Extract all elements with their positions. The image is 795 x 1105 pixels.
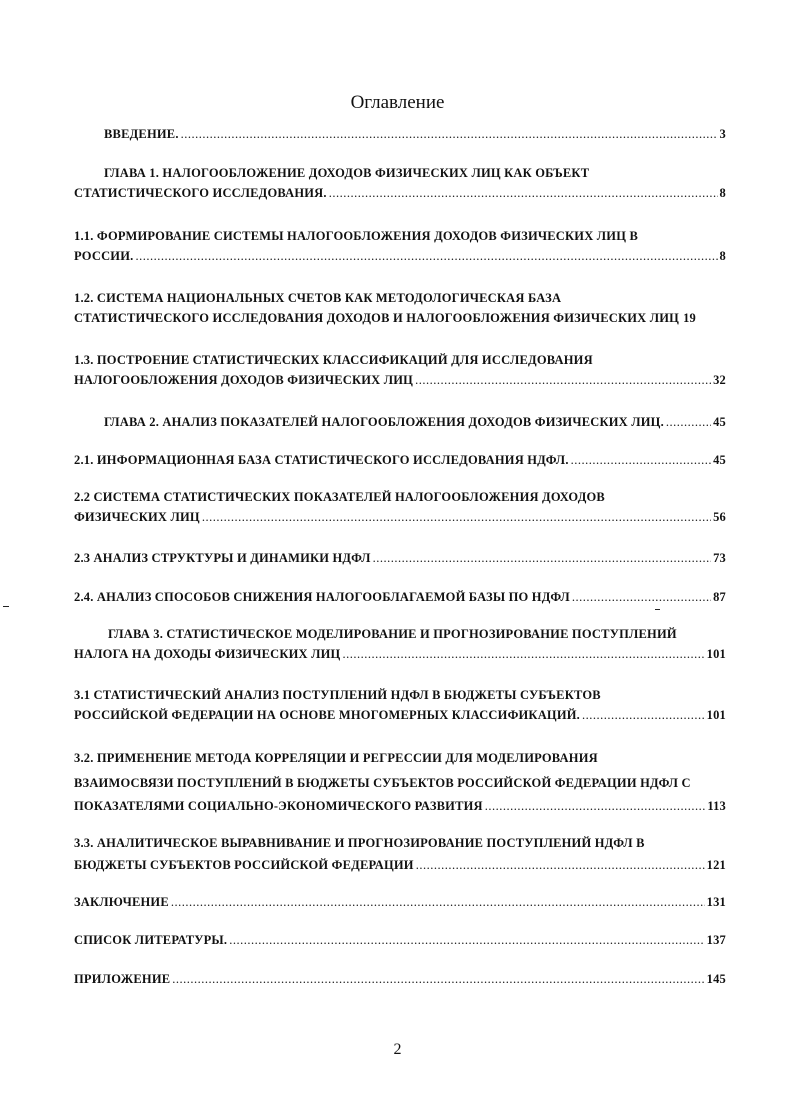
toc-entry-section-2-2[interactable] <box>74 487 726 527</box>
leader-dots <box>181 124 718 144</box>
scan-mark <box>3 606 9 607</box>
toc-entry-title: СТАТИСТИЧЕСКОГО ИССЛЕДОВАНИЯ ДОХОДОВ И НАЛОГООБЛОЖЕНИЯ ФИЗИЧЕСКИХ ЛИЦ <box>74 311 680 325</box>
leader-dots <box>171 892 705 912</box>
toc-page-number: 87 <box>713 590 726 604</box>
toc-entry-title: ПРИЛОЖЕНИЕ <box>74 972 171 986</box>
leader-dots <box>582 705 705 725</box>
toc-entry-title: НАЛОГА НА ДОХОДЫ ФИЗИЧЕСКИХ ЛИЦ <box>74 647 341 661</box>
toc-entry-title-line: ВЗАИМОСВЯЗИ ПОСТУПЛЕНИЙ В БЮДЖЕТЫ СУБЪЕКТОВ РОССИЙСКОЙ ФЕДЕРАЦИИ НДФЛ С <box>74 776 691 790</box>
toc-entry-title-line: ГЛАВА 1. НАЛОГООБЛОЖЕНИЕ ДОХОДОВ ФИЗИЧЕСКИХ ЛИЦ КАК ОБЪЕКТ <box>104 166 590 180</box>
toc-entry-title: СТАТИСТИЧЕСКОГО ИССЛЕДОВАНИЯ. <box>74 186 327 200</box>
toc-entry-introduction[interactable] <box>74 124 726 144</box>
toc-page-number: 145 <box>706 972 726 986</box>
leader-dots <box>172 969 704 989</box>
toc-entry-title: ГЛАВА 2. АНАЛИЗ ПОКАЗАТЕЛЕЙ НАЛОГООБЛОЖЕНИЯ ДОХОДОВ ФИЗИЧЕСКИХ ЛИЦ. <box>104 415 664 429</box>
leader-dots <box>373 548 712 568</box>
page-number: 2 <box>393 1041 402 1058</box>
toc-entry-chapter-2[interactable] <box>74 412 726 432</box>
toc-page-number: 113 <box>707 799 726 813</box>
toc-entry-chapter-1[interactable] <box>74 163 726 203</box>
toc-entry-title-line: 2.2 СИСТЕМА СТАТИСТИЧЕСКИХ ПОКАЗАТЕЛЕЙ НАЛОГООБЛОЖЕНИЯ ДОХОДОВ <box>74 490 605 504</box>
toc-entry-section-1-1[interactable] <box>74 226 726 266</box>
toc-page-number: 121 <box>706 858 726 872</box>
toc-entry-title: РОССИЙСКОЙ ФЕДЕРАЦИИ НА ОСНОВЕ МНОГОМЕРНЫХ КЛАССИФИКАЦИЙ. <box>74 708 581 722</box>
toc-entry-section-3-2[interactable] <box>74 746 726 816</box>
toc-page-number: 45 <box>713 415 726 429</box>
toc-entry-title-line: 3.3. АНАЛИТИЧЕСКОЕ ВЫРАВНИВАНИЕ И ПРОГНОЗИРОВАНИЕ ПОСТУПЛЕНИЙ НДФЛ В <box>74 836 645 850</box>
toc-title: Оглавление <box>350 92 445 113</box>
toc-page-number: 8 <box>719 186 726 200</box>
toc-page-number: 101 <box>706 647 726 661</box>
leader-dots <box>342 644 704 664</box>
toc-page-number: 32 <box>713 373 726 387</box>
toc-entry-chapter-3[interactable] <box>74 624 726 664</box>
leader-dots <box>572 587 711 607</box>
scan-mark <box>655 609 660 610</box>
leader-dots <box>571 450 711 470</box>
toc-page-number: 19 <box>683 311 696 325</box>
toc-entry-title: 2.4. АНАЛИЗ СПОСОБОВ СНИЖЕНИЯ НАЛОГООБЛАГАЕМОЙ БАЗЫ ПО НДФЛ <box>74 590 570 604</box>
toc-entry-title-line: 1.3. ПОСТРОЕНИЕ СТАТИСТИЧЕСКИХ КЛАССИФИКАЦИЙ ДЛЯ ИССЛЕДОВАНИЯ <box>74 353 593 367</box>
toc-page-number: 101 <box>706 708 726 722</box>
toc-entry-section-1-2[interactable] <box>74 288 726 328</box>
toc-entry-title-line: 3.1 СТАТИСТИЧЕСКИЙ АНАЛИЗ ПОСТУПЛЕНИЙ НДФЛ В БЮДЖЕТЫ СУБЪЕКТОВ <box>74 688 601 702</box>
toc-page-number: 8 <box>719 249 726 263</box>
toc-entry-title: 2.3 АНАЛИЗ СТРУКТУРЫ И ДИНАМИКИ НДФЛ <box>74 551 371 565</box>
toc-page-number: 3 <box>719 127 726 141</box>
toc-entry-title-line: ГЛАВА 3. СТАТИСТИЧЕСКОЕ МОДЕЛИРОВАНИЕ И ПРОГНОЗИРОВАНИЕ ПОСТУПЛЕНИЙ <box>108 627 677 641</box>
toc-entry-title: 2.1. ИНФОРМАЦИОННАЯ БАЗА СТАТИСТИЧЕСКОГО ИССЛЕДОВАНИЯ НДФЛ. <box>74 453 569 467</box>
toc-entry-section-1-3[interactable] <box>74 350 726 390</box>
toc-entry-appendix[interactable] <box>74 969 726 989</box>
toc-entry-section-2-1[interactable] <box>74 450 726 470</box>
toc-entry-title: НАЛОГООБЛОЖЕНИЯ ДОХОДОВ ФИЗИЧЕСКИХ ЛИЦ <box>74 373 414 387</box>
toc-entry-title: ПОКАЗАТЕЛЯМИ СОЦИАЛЬНО-ЭКОНОМИЧЕСКОГО РАЗВИТИЯ <box>74 799 483 813</box>
leader-dots <box>135 246 717 266</box>
toc-entry-title-line: 1.2. СИСТЕМА НАЦИОНАЛЬНЫХ СЧЕТОВ КАК МЕТОДОЛОГИЧЕСКАЯ БАЗА <box>74 291 562 305</box>
leader-dots <box>229 930 704 950</box>
toc-entry-title: СПИСОК ЛИТЕРАТУРЫ. <box>74 933 228 947</box>
toc-page-number: 56 <box>713 510 726 524</box>
toc-page-number: 45 <box>713 453 726 467</box>
toc-entry-conclusion[interactable] <box>74 892 726 912</box>
toc-page-number: 137 <box>706 933 726 947</box>
toc-entry-title: ВВЕДЕНИЕ. <box>104 127 179 141</box>
toc-entry-section-3-1[interactable] <box>74 685 726 725</box>
toc-entry-title: БЮДЖЕТЫ СУБЪЕКТОВ РОССИЙСКОЙ ФЕДЕРАЦИИ <box>74 858 414 872</box>
toc-entry-title-line: 1.1. ФОРМИРОВАНИЕ СИСТЕМЫ НАЛОГООБЛОЖЕНИЯ ДОХОДОВ ФИЗИЧЕСКИХ ЛИЦ В <box>74 229 638 243</box>
toc-entry-section-3-3[interactable] <box>74 831 726 875</box>
leader-dots <box>329 183 718 203</box>
toc-entry-section-2-3[interactable] <box>74 548 726 568</box>
toc-page-number: 73 <box>713 551 726 565</box>
leader-dots <box>416 855 705 875</box>
toc-page-number: 131 <box>706 895 726 909</box>
leader-dots <box>666 412 711 432</box>
toc-entry-title: ЗАКЛЮЧЕНИЕ <box>74 895 169 909</box>
leader-dots <box>485 796 706 816</box>
toc-entry-bibliography[interactable] <box>74 930 726 950</box>
toc-entry-title-line: 3.2. ПРИМЕНЕНИЕ МЕТОДА КОРРЕЛЯЦИИ И РЕГРЕССИИ ДЛЯ МОДЕЛИРОВАНИЯ <box>74 751 598 765</box>
leader-dots <box>202 507 711 527</box>
toc-entry-section-2-4[interactable] <box>74 587 726 607</box>
leader-dots <box>415 370 711 390</box>
toc-entry-title: ФИЗИЧЕСКИХ ЛИЦ <box>74 510 200 524</box>
toc-entry-title: РОССИИ. <box>74 249 134 263</box>
